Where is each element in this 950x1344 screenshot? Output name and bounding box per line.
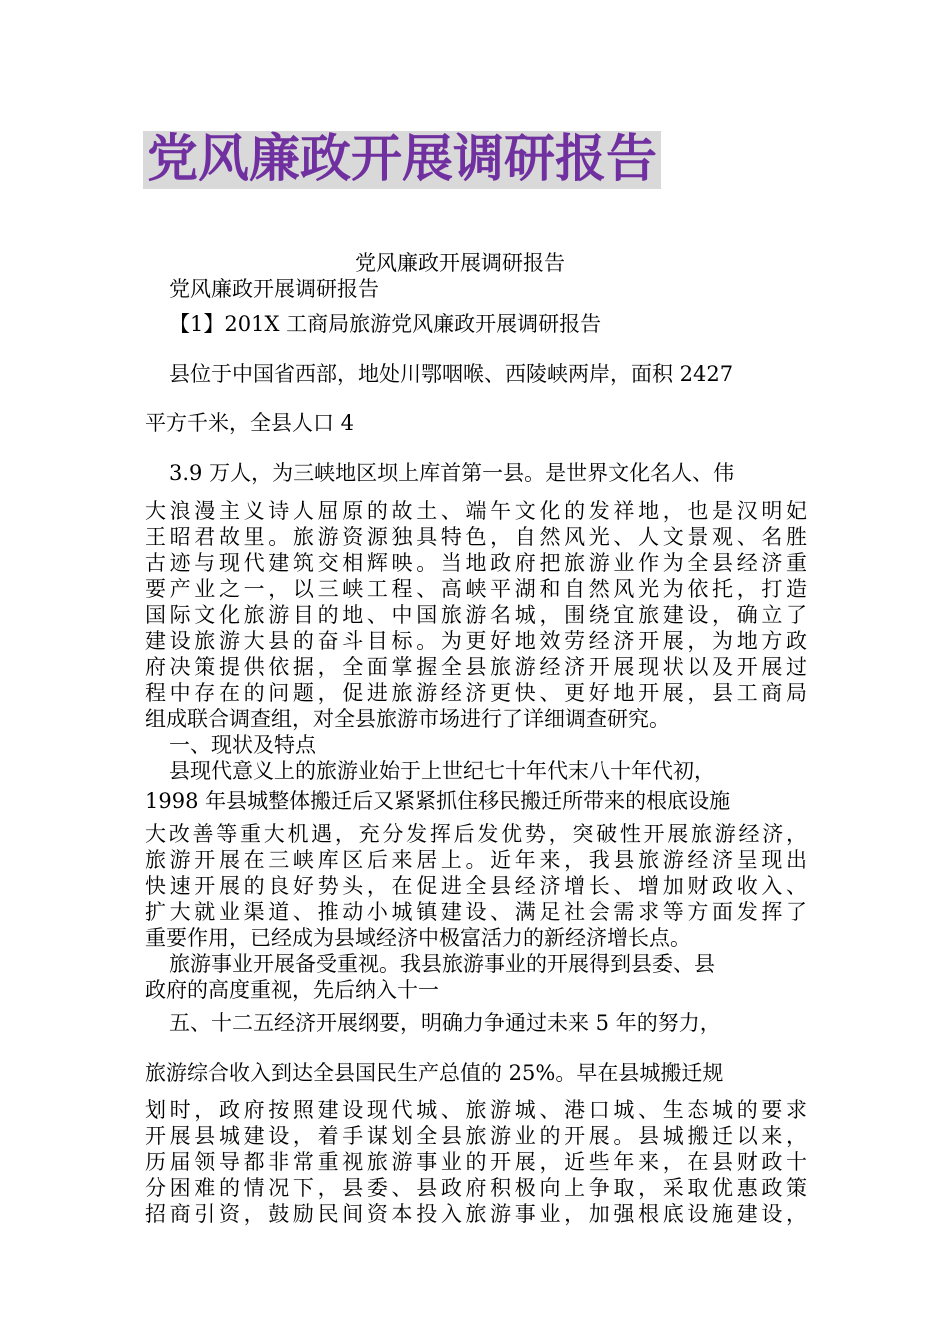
section-heading: 【1】201X 工商局旅游党风廉政开展调研报告 xyxy=(169,312,602,336)
paragraph-2-body xyxy=(145,498,807,732)
document-title-banner: 党风廉政开展调研报告 xyxy=(143,131,661,189)
paragraph-line: 王昭君故里。旅游资源独具特色，自然风光、人文景观、名胜 xyxy=(145,525,807,549)
paragraph-line: 大改善等重大机遇，充分发挥后发优势，突破性开展旅游经济， xyxy=(145,822,807,846)
paragraph-1-line-2: 平方千米，全县人口 4 xyxy=(145,411,355,435)
paragraph-2-line-1: 3.9 万人，为三峡地区坝上库首第一县。是世界文化名人、伟 xyxy=(169,461,735,485)
paragraph-line: 建设旅游大县的奋斗目标。为更好地效劳经济开展，为地方政 xyxy=(145,629,807,653)
paragraph-line: 快速开展的良好势头，在促进全县经济增长、增加财政收入、 xyxy=(145,874,807,898)
paragraph-line: 程中存在的问题，促进旅游经济更快、更好地开展，县工商局 xyxy=(145,681,807,705)
paragraph-line: 重要作用，已经成为县域经济中极富活力的新经济增长点。 xyxy=(145,926,691,950)
paragraph-line: 招商引资，鼓励民间资本投入旅游事业，加强根底设施建设， xyxy=(145,1202,807,1226)
paragraph-line: 府决策提供依据，全面掌握全县旅游经济开展现状以及开展过 xyxy=(145,655,807,679)
paragraph-line: 古迹与现代建筑交相辉映。当地政府把旅游业作为全县经济重 xyxy=(145,551,807,575)
subtitle-centered: 党风廉政开展调研报告 xyxy=(355,251,565,275)
paragraph-4-body xyxy=(145,821,807,951)
paragraph-line: 旅游开展在三峡库区后来居上。近年来，我县旅游经济呈现出 xyxy=(145,848,807,872)
paragraph-line: 要产业之一，以三峡工程、高峡平湖和自然风光为依托，打造 xyxy=(145,577,807,601)
paragraph-line: 组成联合调查组，对全县旅游市场进行了详细调查研究。 xyxy=(145,707,670,731)
paragraph-5-line-1: 旅游事业开展备受重视。我县旅游事业的开展得到县委、县 xyxy=(169,952,715,976)
paragraph-line: 国际文化旅游目的地、中国旅游名城，围绕宜旅建设，确立了 xyxy=(145,603,807,627)
paragraph-line: 开展县城建设，着手谋划全县旅游业的开展。县城搬迁以来， xyxy=(145,1124,807,1148)
subtitle-indented: 党风廉政开展调研报告 xyxy=(169,277,379,301)
paragraph-line: 大浪漫主义诗人屈原的故土、端午文化的发祥地，也是汉明妃 xyxy=(145,499,807,523)
paragraph-line: 扩大就业渠道、推动小城镇建设、满足社会需求等方面发挥了 xyxy=(145,900,807,924)
paragraph-6-line-2: 旅游综合收入到达全县国民生产总值的 25%。早在县城搬迁规 xyxy=(145,1061,724,1085)
paragraph-3-line-1: 县现代意义上的旅游业始于上世纪七十年代末八十年代初， xyxy=(169,759,715,783)
paragraph-7-body xyxy=(145,1097,807,1227)
heading-current-status: 一、现状及特点 xyxy=(169,733,316,757)
paragraph-line: 历届领导都非常重视旅游事业的开展，近些年来，在县财政十 xyxy=(145,1150,807,1174)
paragraph-line: 划时，政府按照建设现代城、旅游城、港口城、生态城的要求 xyxy=(145,1098,807,1122)
paragraph-3-line-2: 1998 年县城整体搬迁后又紧紧抓住移民搬迁所带来的根底设施 xyxy=(145,789,731,813)
paragraph-6-line-1: 五、十二五经济开展纲要，明确力争通过未来 5 年的努力， xyxy=(169,1011,721,1035)
paragraph-1-line-1: 县位于中国省西部，地处川鄂咽喉、西陵峡两岸，面积 2427 xyxy=(169,362,734,386)
paragraph-line: 分困难的情况下，县委、县政府积极向上争取，采取优惠政策 xyxy=(145,1176,807,1200)
paragraph-5-line-2: 政府的高度重视，先后纳入十一 xyxy=(145,978,439,1002)
